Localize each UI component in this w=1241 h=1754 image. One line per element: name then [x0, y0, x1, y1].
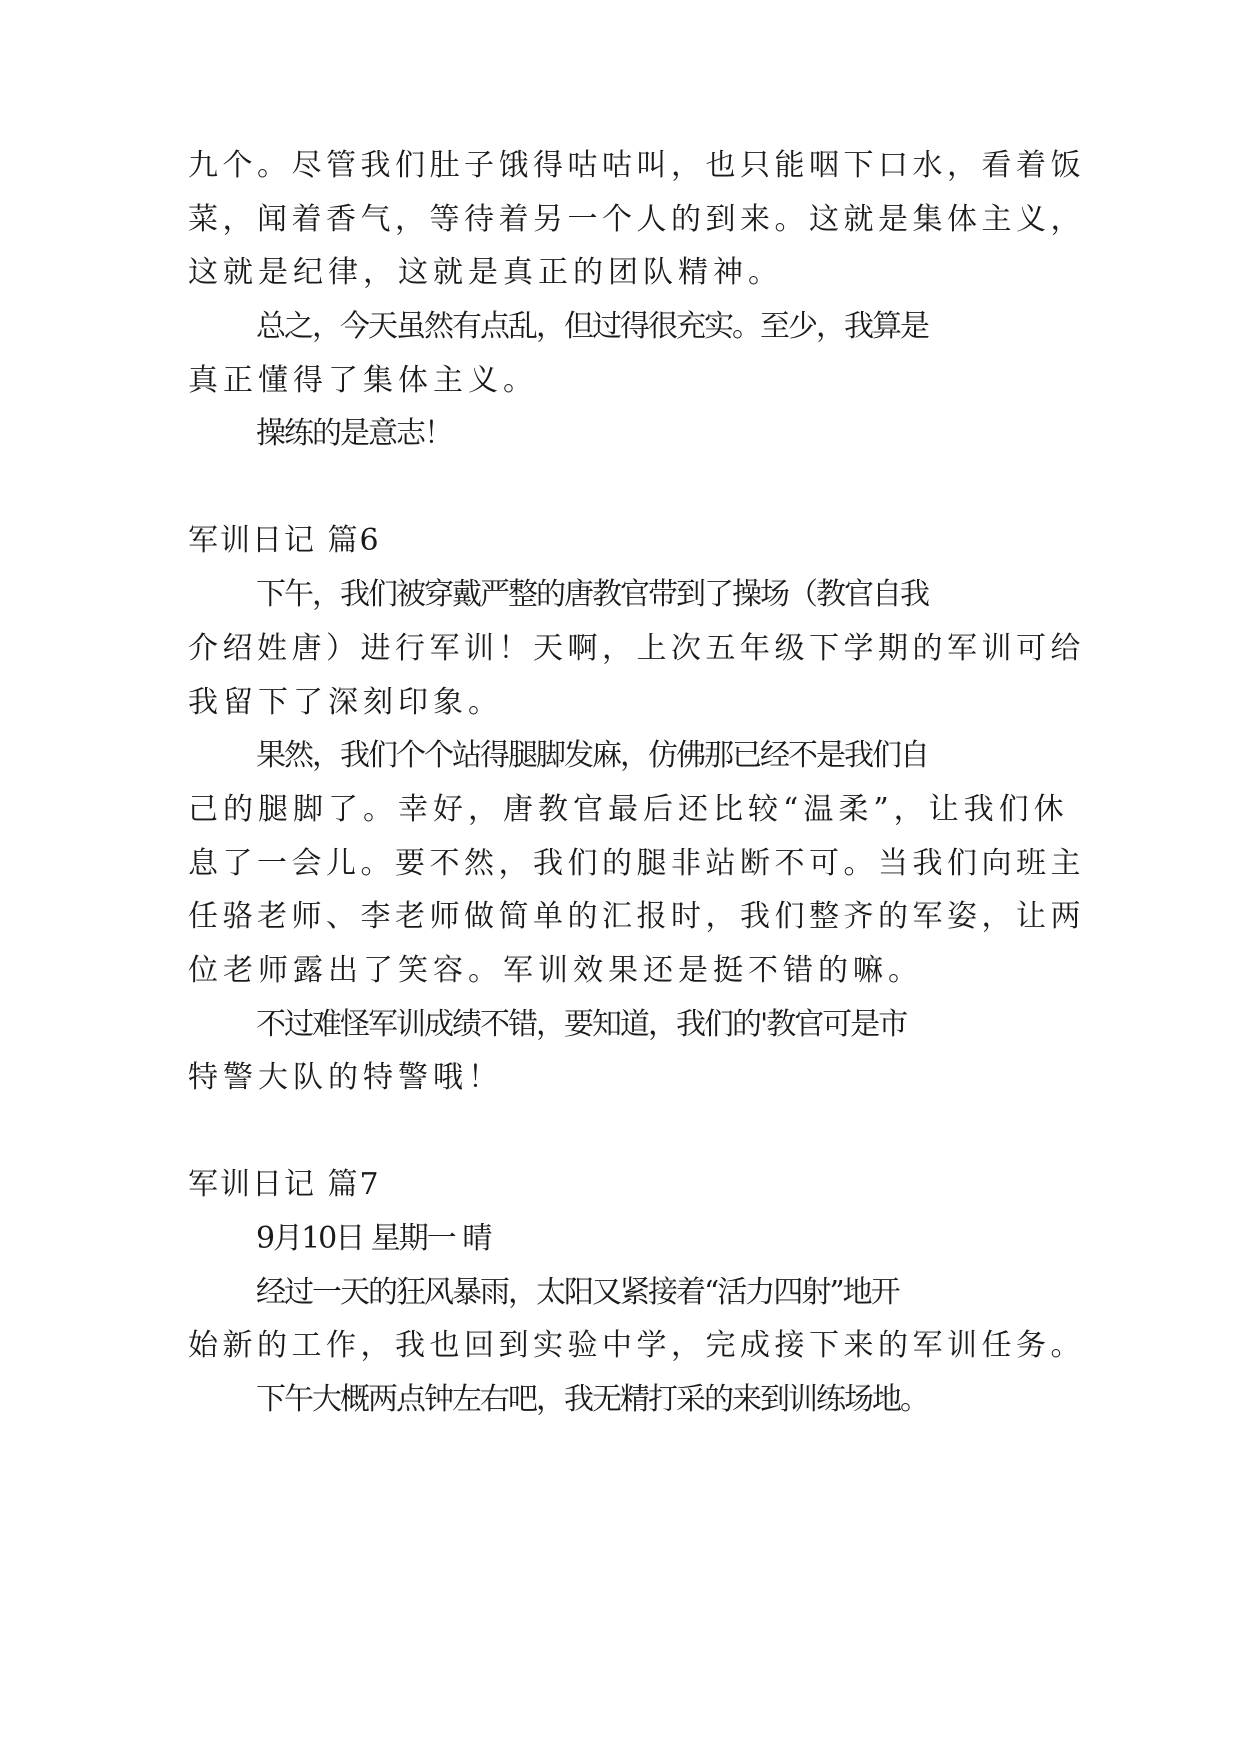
paragraph-line: 真正懂得了集体主义。 — [188, 363, 538, 398]
paragraph-line: 九个。尽管我们肚子饿得咕咕叫，也只能咽下口水，看着饭 — [188, 148, 1085, 183]
paragraph-line: 菜，闻着香气，等待着另一个人的到来。这就是集体主义， — [188, 202, 1085, 237]
section-heading: 军训日记 篇6 — [188, 523, 381, 558]
paragraph-line: 不过难怪军训成绩不错，要知道，我们的'教官可是市 — [256, 1007, 907, 1042]
paragraph-line: 下午大概两点钟左右吧，我无精打采的来到训练场地。 — [256, 1382, 928, 1417]
paragraph-line: 始新的工作，我也回到实验中学，完成接下来的军训任务。 — [188, 1328, 1085, 1363]
paragraph-line: 这就是纪律，这就是真正的团队精神。 — [188, 255, 783, 290]
paragraph-line: 下午，我们被穿戴严整的唐教官带到了操场（教官自我 — [256, 577, 928, 612]
paragraph-line: 果然，我们个个站得腿脚发麻，仿佛那已经不是我们自 — [256, 738, 928, 773]
paragraph-line: 经过一天的狂风暴雨，太阳又紧接着“活力四射”地开 — [256, 1275, 899, 1310]
paragraph-line: 特警大队的特警哦！ — [188, 1060, 503, 1095]
paragraph-line: 总之，今天虽然有点乱，但过得很充实。至少，我算是 — [256, 309, 928, 344]
paragraph-line: 息了一会儿。要不然，我们的腿非站断不可。当我们向班主 — [188, 846, 1085, 881]
paragraph-line: 介绍姓唐）进行军训！天啊，上次五年级下学期的军训可给 — [188, 631, 1085, 666]
paragraph-line: 己的腿脚了。幸好，唐教官最后还比较“温柔”，让我们休 — [188, 792, 1069, 827]
paragraph-line: 位老师露出了笑容。军训效果还是挺不错的嘛。 — [188, 953, 923, 988]
paragraph-line: 任骆老师、李老师做简单的汇报时，我们整齐的军姿，让两 — [188, 899, 1085, 934]
section-heading: 军训日记 篇7 — [188, 1167, 381, 1202]
paragraph-line: 操练的是意志！ — [256, 416, 452, 451]
date-line: 9月10日 星期一 晴 — [256, 1221, 491, 1256]
paragraph-line: 我留下了深刻印象。 — [188, 685, 503, 720]
